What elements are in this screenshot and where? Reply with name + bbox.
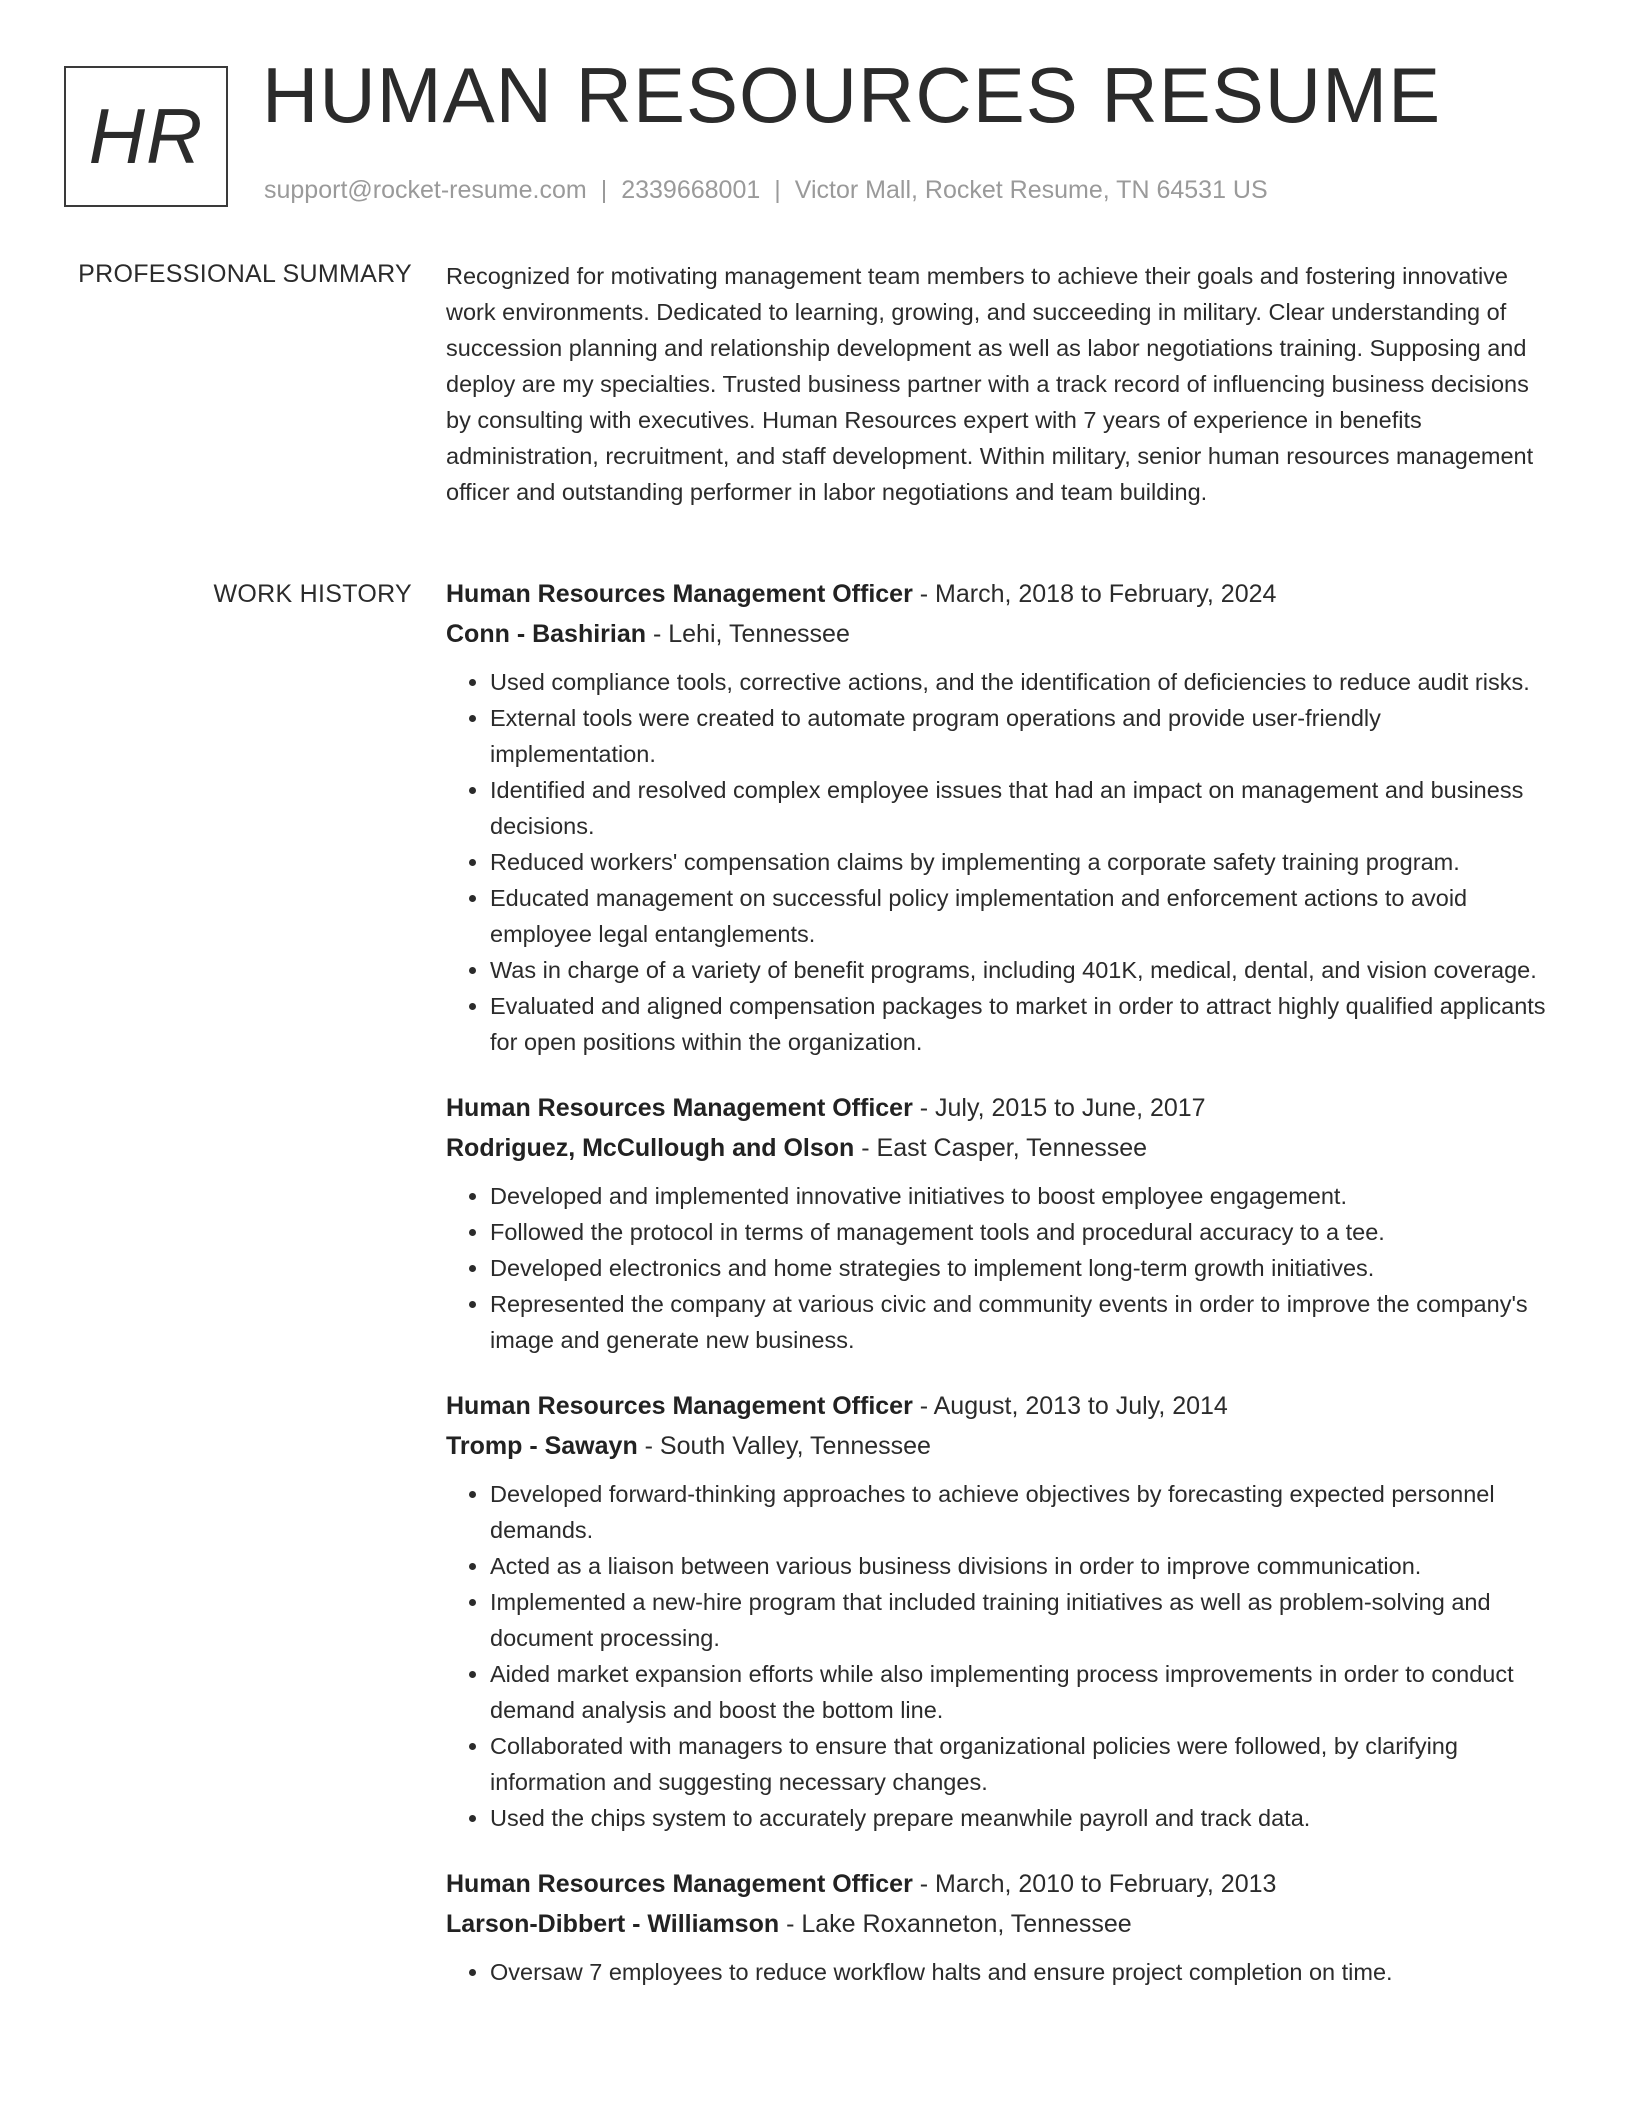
job-dates: - July, 2015 to June, 2017 xyxy=(912,1094,1206,1122)
job-bullet: • Developed and implemented innovative initiatives to boost employee engagement. xyxy=(490,1178,1552,1214)
job-location: - South Valley, Tennessee xyxy=(637,1432,931,1460)
job-entry xyxy=(446,1864,1552,1990)
job-dates: - March, 2010 to February, 2013 xyxy=(912,1870,1277,1898)
summary-heading: PROFESSIONAL SUMMARY xyxy=(78,260,412,288)
contact-line xyxy=(264,176,1268,205)
job-company-line xyxy=(446,1128,1552,1168)
contact-phone[interactable]: 2339668001 xyxy=(621,176,761,204)
job-company-line xyxy=(446,1426,1552,1466)
job-bullet: • Oversaw 7 employees to reduce workflow halts and ensure project completion on time. xyxy=(490,1954,1552,1990)
job-company-line xyxy=(446,614,1552,654)
job-bullet: • Identified and resolved complex employee issues that had an impact on management and business decisions. xyxy=(490,772,1552,844)
job-bullet: • Collaborated with managers to ensure that organizational policies were followed, by clarifying information and suggesting necessary changes. xyxy=(490,1728,1552,1800)
job-bullet: • Reduced workers' compensation claims by implementing a corporate safety training program. xyxy=(490,844,1552,880)
resume-title: HUMAN RESOURCES RESUME xyxy=(262,51,1442,139)
job-bullet: • Followed the protocol in terms of management tools and procedural accuracy to a tee. xyxy=(490,1214,1552,1250)
job-location: - East Casper, Tennessee xyxy=(854,1134,1148,1162)
job-company: Larson-Dibbert - Williamson xyxy=(446,1910,780,1938)
job-location: - Lake Roxanneton, Tennessee xyxy=(779,1910,1132,1938)
job-company: Tromp - Sawayn xyxy=(446,1432,638,1460)
monogram-logo: HR xyxy=(64,66,228,207)
job-title: Human Resources Management Officer xyxy=(446,1392,913,1420)
job-bullet: • Acted as a liaison between various business divisions in order to improve communication. xyxy=(490,1548,1552,1584)
summary-content xyxy=(446,258,1552,510)
job-location: - Lehi, Tennessee xyxy=(646,620,850,648)
work-history-content xyxy=(446,574,1552,2018)
job-bullet: • Represented the company at various civic and community events in order to improve the company's image and generate new business. xyxy=(490,1286,1552,1358)
job-entry xyxy=(446,1088,1552,1358)
job-bullets xyxy=(446,664,1552,1060)
job-title-line xyxy=(446,574,1552,614)
job-bullet: • Evaluated and aligned compensation packages to market in order to attract highly qualified applicants for open positions within the organization. xyxy=(490,988,1552,1060)
contact-address: Victor Mall, Rocket Resume, TN 64531 US xyxy=(794,176,1268,204)
job-title-line xyxy=(446,1864,1552,1904)
summary-text: Recognized for motivating management team members to achieve their goals and fostering innovative work environments. Dedicated to learning, growing, and succeeding in military. Clear understanding of succession planning and relationship development as well as labor negotiations training. Supposing and deploy are my specialties. Trusted business partner with a track record of influencing business decisions by consulting with executives. Human Resources expert with 7 years of experience in benefits administration, recruitment, and staff development. Within military, senior human resources management officer and outstanding performer in labor negotiations and team building. xyxy=(446,263,1534,505)
job-bullet: • Developed electronics and home strategies to implement long-term growth initiatives. xyxy=(490,1250,1552,1286)
job-company: Rodriguez, McCullough and Olson xyxy=(446,1134,855,1162)
job-company: Conn - Bashirian xyxy=(446,620,647,648)
contact-email[interactable]: support@rocket-resume.com xyxy=(264,176,587,204)
job-entry xyxy=(446,1386,1552,1836)
job-title-line xyxy=(446,1386,1552,1426)
contact-separator: | xyxy=(774,176,781,204)
job-bullet: • Used the chips system to accurately prepare meanwhile payroll and track data. xyxy=(490,1800,1552,1836)
job-dates: - August, 2013 to July, 2014 xyxy=(912,1392,1228,1420)
job-title: Human Resources Management Officer xyxy=(446,580,913,608)
job-bullets xyxy=(446,1954,1552,1990)
contact-separator: | xyxy=(600,176,608,204)
job-bullet: • Developed forward-thinking approaches to achieve objectives by forecasting expected personnel demands. xyxy=(490,1476,1552,1548)
work-history-heading: WORK HISTORY xyxy=(213,580,412,608)
job-bullet: • Was in charge of a variety of benefit programs, including 401K, medical, dental, and vision coverage. xyxy=(490,952,1552,988)
job-title: Human Resources Management Officer xyxy=(446,1094,913,1122)
job-bullet: • Aided market expansion efforts while also implementing process improvements in order to conduct demand analysis and boost the bottom line. xyxy=(490,1656,1552,1728)
job-title: Human Resources Management Officer xyxy=(446,1870,913,1898)
job-dates: - March, 2018 to February, 2024 xyxy=(912,580,1277,608)
job-entry xyxy=(446,574,1552,1060)
job-bullets xyxy=(446,1476,1552,1836)
job-bullet: • Educated management on successful policy implementation and enforcement actions to avoid employee legal entanglements. xyxy=(490,880,1552,952)
job-bullet: • Implemented a new-hire program that included training initiatives as well as problem-solving and document processing. xyxy=(490,1584,1552,1656)
job-bullets xyxy=(446,1178,1552,1358)
job-bullet: • Used compliance tools, corrective actions, and the identification of deficiencies to reduce audit risks. xyxy=(490,664,1552,700)
job-company-line xyxy=(446,1904,1552,1944)
job-bullet: • External tools were created to automate program operations and provide user-friendly implementation. xyxy=(490,700,1552,772)
job-title-line xyxy=(446,1088,1552,1128)
